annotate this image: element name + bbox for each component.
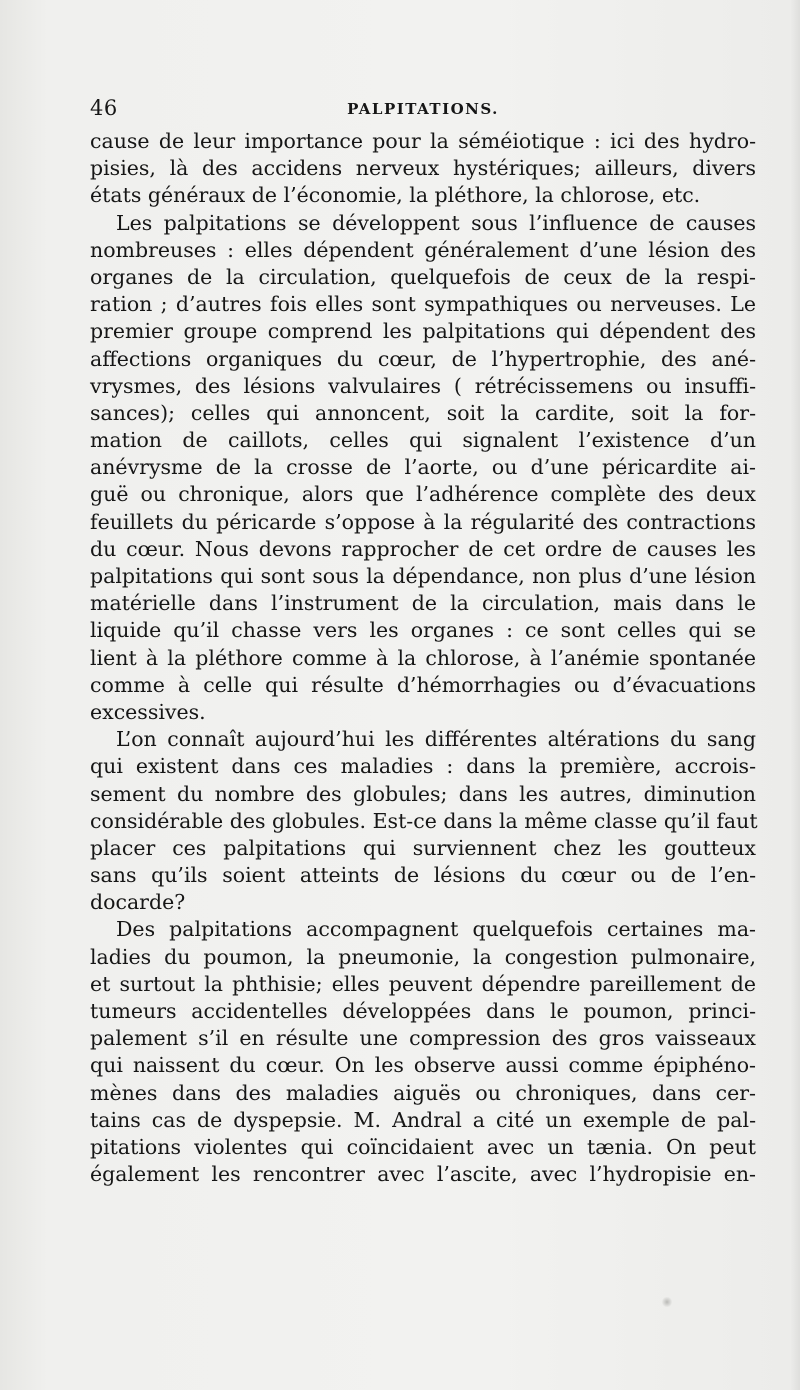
page-gutter-shadow xyxy=(790,0,800,1390)
text-line: excessives. xyxy=(90,699,206,724)
text-line: palement s’il en résulte une compression des gros vaisseaux xyxy=(90,1026,756,1051)
text-line: docarde? xyxy=(90,890,186,915)
page-number: 46 xyxy=(90,96,118,120)
running-head: PALPITATIONS. xyxy=(347,100,499,118)
body-text xyxy=(90,128,756,1188)
text-line: anévrysme de la crosse de l’aorte, ou d’une péricardite ai- xyxy=(90,455,756,480)
text-line: du cœur. Nous devons rapprocher de cet ordre de causes les xyxy=(90,536,756,561)
text-line: palpitations qui sont sous la dépendance, non plus d’une lésion xyxy=(90,564,756,588)
text-line: placer ces palpitations qui surviennent chez les goutteux xyxy=(90,835,756,860)
text-line: comme à celle qui résulte d’hémorrhagies ou d’évacuations xyxy=(90,672,756,697)
text-line: feuillets du péricarde s’oppose à la régularité des contractions xyxy=(90,509,756,534)
text-line: pitations violentes qui coïncidaient avec un tænia. On peut xyxy=(90,1134,756,1159)
text-line: vrysmes, des lésions valvulaires ( rétrécissemens ou insuffi- xyxy=(90,373,756,398)
text-line: Des palpitations accompagnent quelquefois certaines ma- xyxy=(116,917,756,942)
text-line: ration ; d’autres fois elles sont sympathiques ou nerveuses. Le xyxy=(90,292,756,317)
text-line: mation de caillots, celles qui signalent l’existence d’un xyxy=(90,428,756,453)
text-line: organes de la circulation, quelquefois de ceux de la respi- xyxy=(90,264,756,289)
text-line: considérable des globules. Est-ce dans la même classe qu’il faut xyxy=(90,808,758,833)
text-line: mènes dans des maladies aiguës ou chroniques, dans cer- xyxy=(90,1080,756,1105)
text-line: tains cas de dyspepsie. M. Andral a cité un exemple de pal- xyxy=(90,1107,756,1132)
text-line: sans qu’ils soient atteints de lésions du cœur ou de l’en- xyxy=(90,863,756,888)
text-line: lient à la pléthore comme à la chlorose, à l’anémie spontanée xyxy=(90,645,756,670)
text-line: nombreuses : elles dépendent généralement d’une lésion des xyxy=(90,237,756,262)
text-line: affections organiques du cœur, de l’hypertrophie, des ané- xyxy=(90,346,756,371)
text-line: guë ou chronique, alors que l’adhérence complète des deux xyxy=(90,482,756,507)
text-line: qui naissent du cœur. On les observe aussi comme épiphéno- xyxy=(90,1053,756,1078)
text-line: également les rencontrer avec l’ascite, avec l’hydropisie en- xyxy=(90,1162,756,1187)
text-line: L’on connaît aujourd’hui les différentes altérations du sang xyxy=(116,727,756,752)
text-line: tumeurs accidentelles développées dans le poumon, princi- xyxy=(90,999,756,1023)
ink-smudge xyxy=(662,1296,672,1308)
text-line: Les palpitations se développent sous l’influence de causes xyxy=(116,210,756,235)
text-line: sement du nombre des globules; dans les autres, diminution xyxy=(90,781,756,806)
text-line: premier groupe comprend les palpitations qui dépendent des xyxy=(90,319,756,344)
text-line: et surtout la phthisie; elles peuvent dépendre pareillement de xyxy=(90,971,756,996)
text-line: sances); celles qui annoncent, soit la cardite, soit la for- xyxy=(90,400,756,425)
page-header xyxy=(90,96,756,120)
text-line: qui existent dans ces maladies : dans la première, accrois- xyxy=(90,754,756,779)
text-line: matérielle dans l’instrument de la circulation, mais dans le xyxy=(90,591,756,616)
text-line: ladies du poumon, la pneumonie, la congestion pulmonaire, xyxy=(90,944,756,969)
text-line: pisies, là des accidens nerveux hystériques; ailleurs, divers xyxy=(90,156,756,181)
text-line: liquide qu’il chasse vers les organes : ce sont celles qui se xyxy=(90,618,756,643)
text-line: états généraux de l’économie, la pléthore, la chlorose, etc. xyxy=(90,183,701,208)
text-line: cause de leur importance pour la séméiotique : ici des hydro- xyxy=(90,129,756,153)
